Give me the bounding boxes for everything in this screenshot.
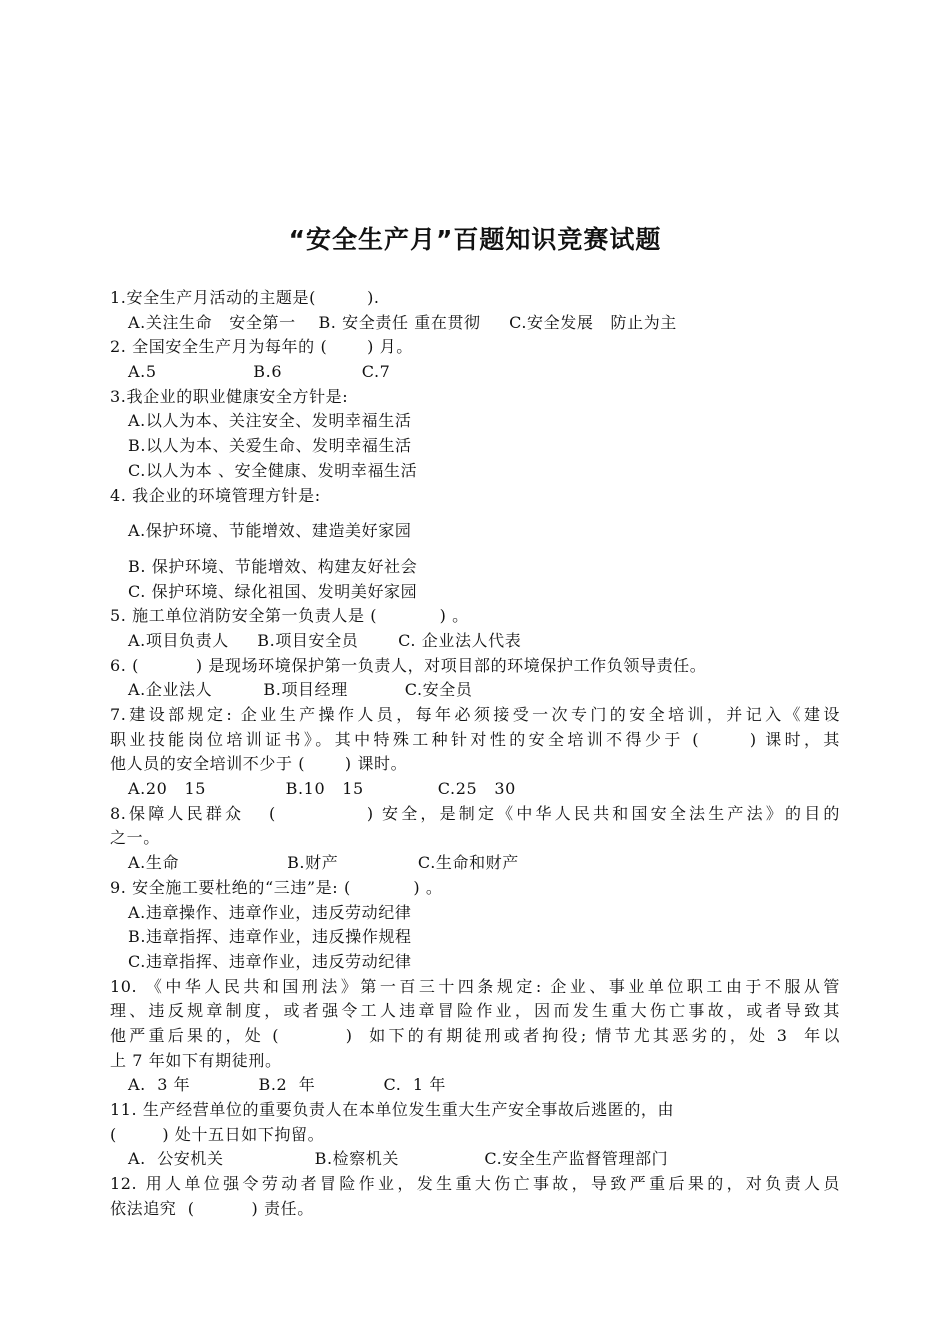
- option-line: A.以人为本、关注安全、发明幸福生活: [128, 411, 412, 431]
- question-line: 4. 我企业的环境管理方针是:: [110, 485, 321, 505]
- option-line: A.违章操作、违章作业，违反劳动纪律: [128, 902, 412, 922]
- option-line: C.违章指挥、违章作业，违反劳动纪律: [128, 951, 412, 971]
- question-line: 7.建设部规定: 企业生产操作人员，每年必须接受一次专门的安全培训，并记入《建设: [110, 705, 840, 724]
- question-line: 2. 全国安全生产月为每年的 ( ) 月。: [110, 337, 413, 357]
- question-line: 之一。: [110, 828, 160, 848]
- question-list: [110, 286, 840, 1221]
- question-line: 9. 安全施工要杜绝的“三违”是: ( ) 。: [110, 877, 443, 897]
- option-line: A.保护环境、节能增效、建造美好家园: [128, 521, 412, 541]
- spacer: [110, 544, 840, 555]
- option-line: A.关注生命 安全第一 B. 安全责任 重在贯彻 C.安全发展 防止为主: [128, 312, 677, 332]
- question-line: 6. ( ) 是现场环境保护第一负责人，对项目部的环境保护工作负领导责任。: [110, 655, 707, 675]
- document-title: “安全生产月”百题知识竞赛试题: [288, 225, 662, 254]
- option-line: A.20 15 B.10 15 C.25 30: [128, 779, 516, 799]
- option-line: B.以人为本、关爱生命、发明幸福生活: [128, 436, 412, 456]
- question-line: 1.安全生产月活动的主题是( ).: [110, 288, 380, 307]
- option-line: B.违章指挥、违章作业，违反操作规程: [128, 927, 412, 947]
- spacer: [110, 508, 840, 519]
- option-line: C.以人为本 、安全健康、发明幸福生活: [128, 460, 418, 480]
- question-line: 上 7 年如下有期徒刑。: [110, 1050, 282, 1070]
- option-line: C. 保护环境、绿化祖国、发明美好家园: [128, 581, 418, 601]
- question-line: 理、违反规章制度，或者强令工人违章冒险作业，因而发生重大伤亡事故，或者导致其: [110, 1001, 840, 1021]
- option-line: A.生命 B.财产 C.生命和财产: [128, 853, 519, 873]
- option-line: A.5 B.6 C.7: [128, 362, 391, 382]
- question-line: 他严重后果的，处 ( ) 如下的有期徒刑或者拘役; 情节尤其恶劣的，处 3 年以: [110, 1025, 840, 1045]
- option-line: B. 保护环境、节能增效、构建友好社会: [128, 556, 418, 576]
- question-line: 依法追究 ( ) 责任。: [110, 1198, 314, 1218]
- option-line: A. 3 年 B.2 年 C. 1 年: [128, 1075, 446, 1095]
- option-line: A. 公安机关 B.检察机关 C.安全生产监督管理部门: [128, 1149, 669, 1169]
- question-line: ( ) 处十五日如下拘留。: [110, 1124, 325, 1144]
- question-line: 5. 施工单位消防安全第一负责人是 ( ) 。: [110, 606, 469, 626]
- question-line: 11. 生产经营单位的重要负责人在本单位发生重大生产安全事故后逃匿的，由: [110, 1100, 675, 1119]
- question-line: 职业技能岗位培训证书》。其中特殊工种针对性的安全培训不得少于 ( ) 课时，其: [110, 729, 840, 749]
- question-line: 8.保障人民群众 ( ) 安全，是制定《中华人民共和国安全法生产法》的目的: [110, 803, 840, 823]
- question-line: 3.我企业的职业健康安全方针是:: [110, 386, 349, 406]
- option-line: A.项目负责人 B.项目安全员 C. 企业法人代表: [128, 630, 522, 650]
- question-line: 他人员的安全培训不少于 ( ) 课时。: [110, 754, 408, 774]
- question-line: 10. 《中华人民共和国刑法》第一百三十四条规定: 企业、事业单位职工由于不服从管: [110, 976, 840, 996]
- question-line: 12. 用人单位强令劳动者冒险作业，发生重大伤亡事故，导致严重后果的，对负责人员: [110, 1174, 840, 1194]
- option-line: A.企业法人 B.项目经理 C.安全员: [128, 680, 473, 700]
